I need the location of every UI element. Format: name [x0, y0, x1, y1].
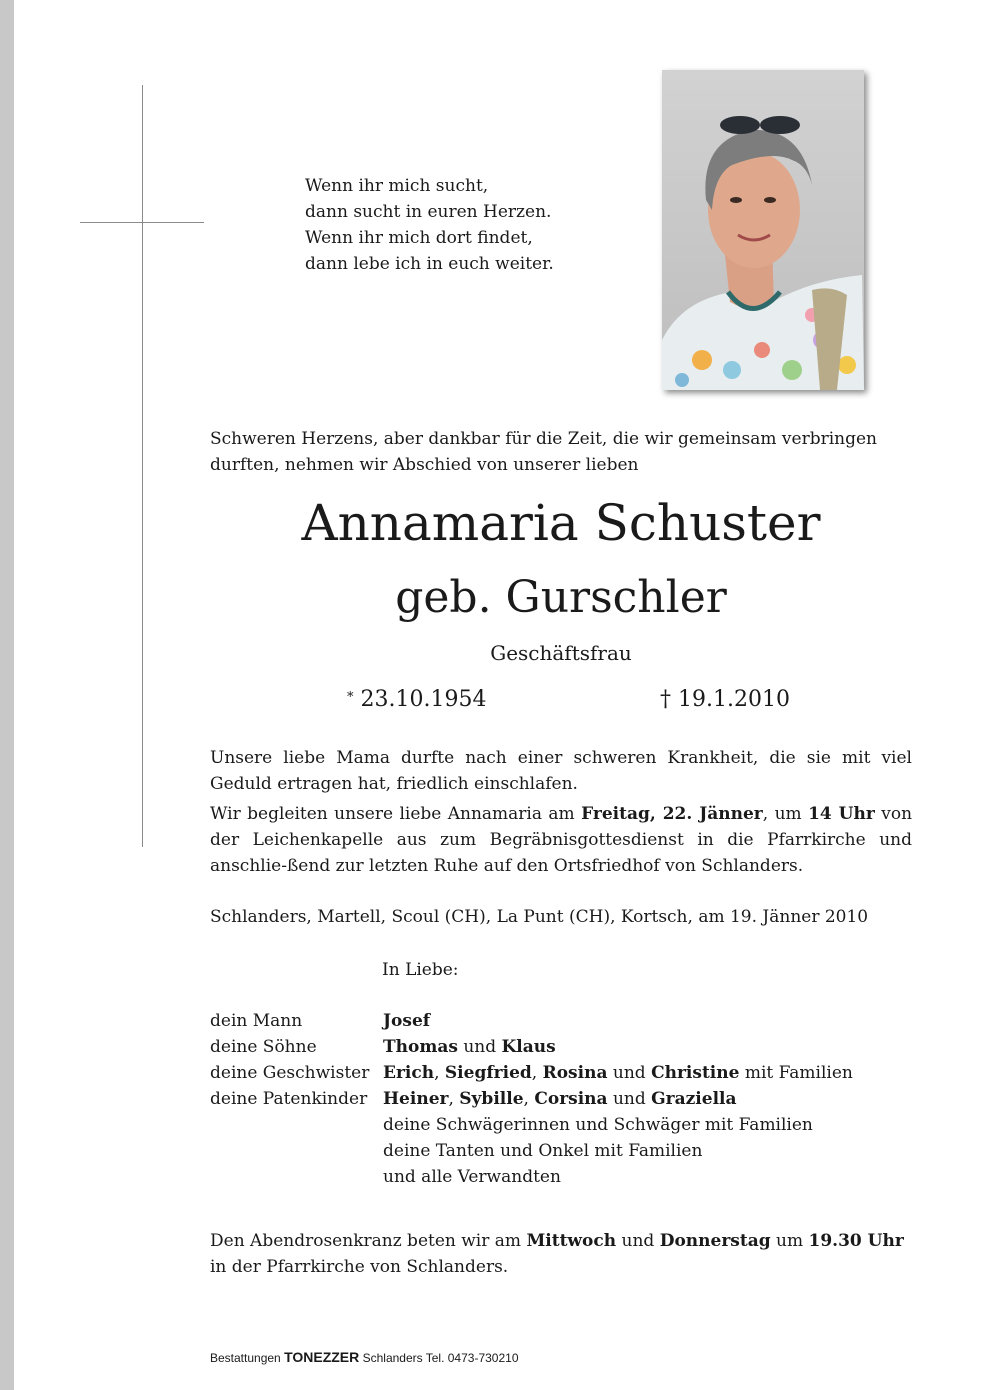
profession: Geschäftsfrau: [490, 641, 632, 665]
birth-symbol: *: [347, 690, 354, 705]
place-date: Schlanders, Martell, Scoul (CH), La Punt (CH), Kortsch, am 19. Jänner 2010: [210, 907, 869, 927]
mourner-row: [210, 1086, 853, 1112]
in-liebe: In Liebe:: [382, 960, 459, 980]
text-run: Wir begleiten unsere liebe Annamaria am: [210, 804, 582, 824]
mourner-names: [383, 1008, 430, 1034]
paragraph-funeral: [210, 801, 912, 879]
mourner-row: [210, 1164, 853, 1190]
mourner-name: Josef: [383, 1011, 431, 1031]
mourner-names: [383, 1086, 737, 1112]
mourner-name: Thomas: [383, 1037, 458, 1057]
intro-text: Schweren Herzens, aber dankbar für die Zeit, die wir gemeinsam verbringen durften, nehmen wir Abschied von unserer lieben: [210, 429, 877, 475]
text-run: mit Familien: [739, 1063, 853, 1083]
mourner-names: deine Schwägerinnen und Schwäger mit Familien: [383, 1115, 813, 1135]
death-date: † 19.1.2010: [660, 687, 790, 712]
mourner-names: und alle Verwandten: [383, 1167, 561, 1187]
mourner-name: Rosina: [542, 1063, 608, 1083]
mourner-row: [210, 1034, 853, 1060]
left-side-bar: [0, 0, 14, 1390]
mourner-row: [210, 1112, 853, 1138]
mourner-row: [210, 1060, 853, 1086]
mourner-name: Klaus: [501, 1037, 556, 1057]
mourner-row: [210, 1008, 853, 1034]
rosary-day: Donnerstag: [659, 1231, 771, 1251]
text-run: ,: [434, 1063, 445, 1083]
poem-line: dann lebe ich in euch weiter.: [305, 254, 554, 274]
text-run: und: [457, 1037, 502, 1057]
mourners-list: [210, 1008, 853, 1190]
footer-company: TONEZZER: [284, 1349, 360, 1365]
mourner-relation-empty: [210, 1112, 383, 1138]
mourner-names: deine Tanten und Onkel mit Familien: [383, 1141, 703, 1161]
mourner-relation-empty: [210, 1138, 383, 1164]
mourner-name: Sybille: [459, 1089, 524, 1109]
funeral-day: Freitag, 22. Jänner: [581, 804, 763, 824]
text-run: und: [616, 1231, 660, 1251]
mourner-names: [383, 1060, 853, 1086]
mourner-relation: deine Söhne: [210, 1037, 317, 1057]
birth-name: geb. Gurschler: [395, 572, 727, 623]
portrait-image: [662, 70, 864, 390]
cross-vertical-line: [142, 85, 143, 847]
birth-date: 23.10.1954: [360, 687, 487, 712]
funeral-time: 14 Uhr: [808, 804, 875, 824]
rosary-day: Mittwoch: [526, 1231, 617, 1251]
mourner-relation: dein Mann: [210, 1011, 303, 1031]
mourner-name: Heiner: [383, 1089, 449, 1109]
text-run: ,: [523, 1089, 535, 1109]
poem: [305, 173, 554, 277]
poem-line: Wenn ihr mich sucht,: [305, 176, 489, 196]
text-run: und: [607, 1089, 652, 1109]
deceased-name: Annamaria Schuster: [301, 494, 821, 552]
mourner-relation: deine Patenkinder: [210, 1089, 368, 1109]
mourner-name: Christine: [651, 1063, 740, 1083]
text-run: in der Pfarrkirche von Schlanders.: [210, 1257, 509, 1277]
text-run: ,: [448, 1089, 460, 1109]
mourner-name: Erich: [383, 1063, 435, 1083]
text-run: und: [607, 1063, 652, 1083]
undertaker-footer: [210, 1348, 519, 1367]
text-run: von der Leichenkapelle aus zum Begräbnisgottesdienst in die Pfarrkirche und anschlie-ßend zur letzten Ruhe auf den Ortsfriedhof von Schlanders.: [210, 804, 913, 876]
portrait-photo: [662, 70, 864, 390]
mourner-row: [210, 1138, 853, 1164]
cross-horizontal-line: [80, 222, 204, 223]
paragraph-passing: Unsere liebe Mama durfte nach einer schweren Krankheit, die sie mit viel Geduld ertragen hat, friedlich einschlafen.: [210, 748, 912, 794]
poem-line: Wenn ihr mich dort findet,: [305, 228, 533, 248]
mourner-name: Siegfried: [444, 1063, 532, 1083]
poem-line: dann sucht in euren Herzen.: [305, 202, 552, 222]
mourner-name: Graziella: [651, 1089, 737, 1109]
footer-suffix: Schlanders Tel. 0473-730210: [359, 1351, 519, 1365]
text-run: Den Abendrosenkranz beten wir am: [210, 1231, 527, 1251]
text-run: ,: [531, 1063, 543, 1083]
mourner-name: Corsina: [534, 1089, 608, 1109]
birth-date-line: [347, 684, 486, 716]
text-run: um: [770, 1231, 809, 1251]
footer-prefix: Bestattungen: [210, 1351, 285, 1365]
rosary-time: 19.30 Uhr: [808, 1231, 904, 1251]
mourner-relation: deine Geschwister: [210, 1063, 370, 1083]
mourner-names: [383, 1034, 556, 1060]
mourner-relation-empty: [210, 1164, 383, 1190]
text-run: , um: [762, 804, 809, 824]
rosary-notice: [210, 1228, 912, 1280]
